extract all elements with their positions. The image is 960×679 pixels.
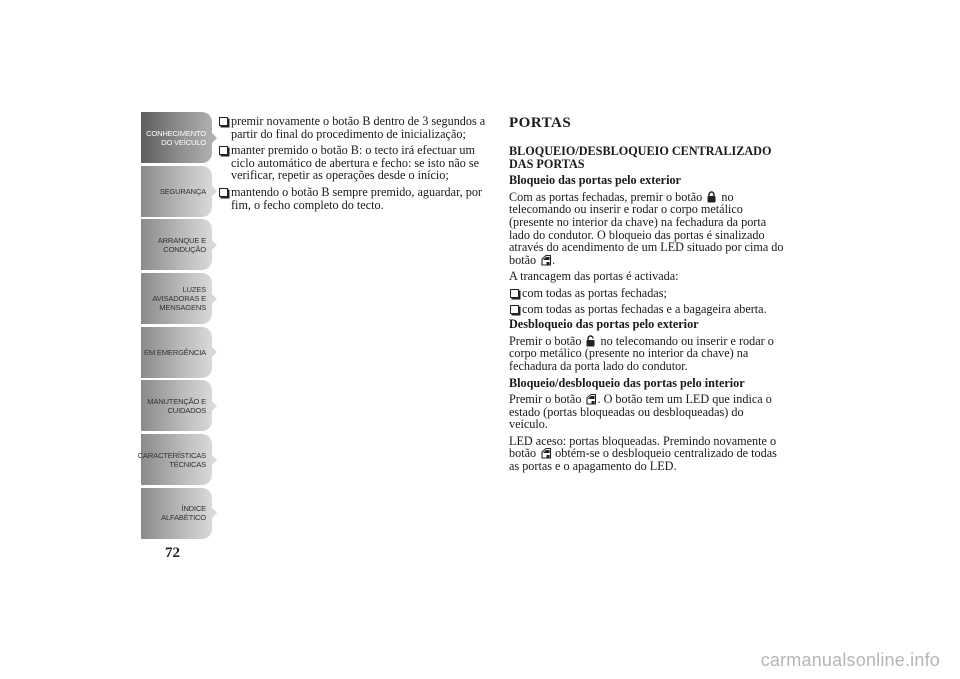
list-item: com todas as portas fechadas; [509,287,784,300]
section-title: PORTAS [509,115,572,131]
left-column [218,115,500,215]
heading-desbloqueio-exterior: Desbloqueio das portas pelo exterior [509,317,699,332]
text-run: Com as portas fechadas, premir o botão [509,189,706,204]
text-run: . [552,252,556,267]
paragraph [509,435,784,473]
heading-bloqueio-exterior: Bloqueio das portas pelo exterior [509,173,681,188]
tab-label: SEGURANÇA [159,186,206,196]
tab-label: EM EMERGÊNCIA [144,347,206,357]
tab-label: CONHECIMENTO DO VEÍCULO [146,128,206,147]
page-number: 72 [165,545,180,561]
text-run: . O botão tem um LED que indica o estado (portas bloqueadas ou desbloqueadas) do veículo. [509,392,772,432]
list-item: mantendo o botão B sempre premido, aguardar, por fim, o fecho completo do tecto. [218,186,500,211]
tab-arranque-e-conducao[interactable] [141,219,212,270]
watermark: carmanualsonline.info [760,650,940,670]
heading-bloqueio-interior: Bloqueio/desbloqueio das portas pelo interior [509,375,745,390]
car-door-lock-icon [540,254,551,266]
list-item: manter premido o botão B: o tecto irá efectuar um ciclo automático de abertura e fecho: se isto não se verificar, repetir as operações desde o início; [218,144,500,182]
padlock-open-icon [585,335,596,347]
text-run: LED aceso: portas bloqueadas. Premindo novamente o botão [509,433,777,461]
text-run: no telecomando ou inserir e rodar o corpo metálico (presente no interior da chave) na fechadura da porta lado do condutor. O bloqueio das portas é sinalizado através do acendimento de um LED situado por cima do botão [509,189,784,267]
padlock-closed-icon [706,191,717,203]
paragraph [509,335,784,373]
tab-indice-alfabetico[interactable] [141,488,212,539]
paragraph: A trancagem das portas é activada: [509,269,679,284]
tab-label: CARACTERÍSTICAS TÉCNICAS [137,450,206,469]
car-door-lock-icon [540,447,551,459]
tab-em-emergencia[interactable] [141,327,212,378]
text-run: Premir o botão [509,333,585,348]
text-run: obtém-se o desbloqueio centralizado de todas as portas e o apagamento do LED. [509,446,777,474]
chapter-sidebar [137,112,212,542]
tab-label: ARRANQUE E CONDUÇÃO [157,235,206,254]
list-item: premir novamente o botão B dentro de 3 segundos a partir do final do procedimento de inicialização; [218,115,500,140]
section-subtitle: BLOQUEIO/DESBLOQUEIO CENTRALIZADO DAS PORTAS [509,144,772,171]
tab-label: MANUTENÇÃO E CUIDADOS [147,396,206,415]
tab-seguranca[interactable] [141,166,212,217]
tab-luzes-avisadoras[interactable] [141,273,212,324]
tab-manutencao-e-cuidados[interactable] [141,380,212,431]
paragraph [509,393,784,431]
tab-label: ÍNDICE ALFABÉTICO [161,504,206,523]
car-door-lock-icon [585,393,596,405]
list-item: com todas as portas fechadas e a bagageira aberta. [509,303,784,316]
paragraph [509,191,784,267]
text-run: no telecomando ou inserir e rodar o corpo metálico (presente no interior da chave) na fechadura da porta lado do condutor. [509,333,774,373]
tab-caracteristicas-tecnicas[interactable] [137,434,212,485]
tab-conhecimento-do-veiculo[interactable] [141,112,212,163]
tab-label: LUZES AVISADORAS E MENSAGENS [152,285,206,313]
text-run: Premir o botão [509,392,585,407]
right-column [509,115,784,477]
